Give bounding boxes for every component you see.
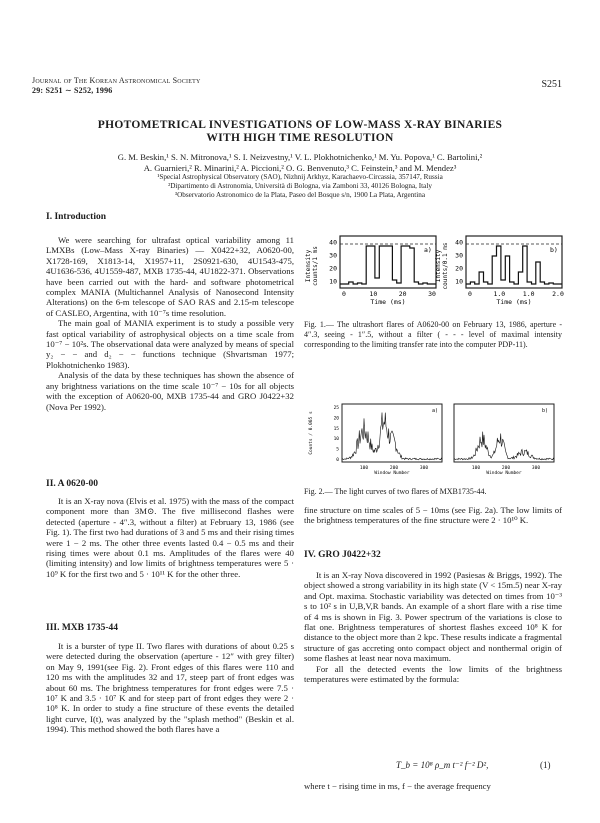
- fig2a-ytick: 5: [336, 447, 339, 453]
- mxb-paragraph-1: It is a burster of type II. Two flares with durations of about 0.25 s were detected during the observation (aperture - 12″ with grey filter) on May 9, 1991(see Fig. 2). Front edges of this flares were 110 and 120 ms with the amplitudes 32 and 17, steep part of front edges was about 60 ms. The brightness temperatures for front edges were 7.5 · 10⁷ K and 3.5 · 10⁷ K and for steep part of front edges they were 2 · 10⁸ K. In order to study a fine structure of these events the detailed light curve, I(t), was analyzed by the "splash method" (Beskin et al. 1994). This method showed the both flares have a: [46, 641, 294, 735]
- intro-body: [46, 235, 294, 412]
- figure-2-caption: [304, 487, 562, 497]
- mxb-body: [46, 641, 294, 735]
- intro-paragraph-2: The main goal of MANIA experiment is to study a possible very fast optical variability of astrophysical objects on a time scale from 10⁻⁷ − 10²s. The observational data were analyzed by means of special y₂ − − and d₂ − − functions technique (Shvartsman 1977; Plokhotnichenko 1983).: [46, 318, 294, 370]
- fig2a-ytick: 20: [333, 416, 339, 422]
- fig1b-ytick: 40: [455, 238, 463, 247]
- section-heading-gro: IV. GRO J0422+32: [304, 550, 381, 560]
- title-line-1: PHOTOMETRICAL INVESTIGATIONS OF LOW-MASS X-RAY BINARIES: [97, 119, 503, 131]
- gro-body: [304, 570, 562, 684]
- equation-1-number: (1): [540, 760, 551, 770]
- fig1a-xlabel: Time (ms): [370, 298, 406, 306]
- fig1a-light-curve: [340, 246, 436, 284]
- section-heading-a0620: II. A 0620-00: [46, 479, 98, 489]
- fig2a-ytick: 15: [333, 426, 339, 432]
- fig2a-ytick: 10: [333, 437, 339, 443]
- author-list: [30, 152, 570, 173]
- fig1b-xtick: 2.0: [552, 290, 564, 298]
- fig2b-xtick: 300: [531, 466, 541, 471]
- equation-1: T_b = 10⁸ ρ_m t⁻² f⁻² D²,: [396, 760, 489, 770]
- figure-1: [304, 226, 566, 308]
- fig2a-xtick: 200: [389, 466, 399, 471]
- fig1b-ytick: 20: [455, 264, 463, 273]
- mxb-paragraph-2: fine structure on time scales of 5 − 10ms (see Fig. 2a). The low limits of the brightness temperatures of the fine structure were 2 · 10¹⁰ K.: [304, 505, 562, 526]
- mxb-body-continued: [304, 505, 562, 526]
- fig1b-xtick: 1.0: [493, 290, 506, 298]
- a0620-body: [46, 496, 294, 579]
- fig1b-light-curve: [466, 246, 562, 284]
- fig1a-xtick: 30: [428, 290, 436, 298]
- fig2a-panel-label: a): [432, 408, 439, 414]
- affiliation-2: ²Dipartimento di Astronomia, Università di Bologna, via Zamboni 33, 40126 Bologna, Italy: [168, 182, 432, 190]
- fig2a-xtick: 100: [359, 466, 369, 471]
- fig2b-xtick: 200: [501, 466, 511, 471]
- fig2b-xtick: 100: [471, 466, 481, 471]
- fig1b-ytick: 10: [455, 277, 463, 286]
- journal-name: Journal of The Korean Astronomical Society: [32, 76, 201, 85]
- figure-1a: [305, 236, 436, 306]
- fig2b-frame: [454, 404, 554, 462]
- fig1a-ytick: 30: [329, 251, 337, 260]
- fig1a-xtick: 0: [342, 290, 346, 298]
- fig1a-ylabel-1: Intensity: [305, 249, 312, 283]
- fig2a-ytick: 25: [333, 406, 339, 412]
- gro-paragraph-2: For all the detected events the low limits of the brightness temperatures were estimated by the formula:: [304, 663, 562, 685]
- intro-paragraph-3: Analysis of the data by these techniques has shown the absence of any brightness variations on the time scale 10⁻⁷ − 10s for all objects with the exception of A0620-00, MXB 1735-44 and GRO J0422+32 (Nova Per 1992).: [46, 370, 294, 412]
- authors-line-2: A. Guarnieri,² R. Minarini,² A. Piccioni,² O. G. Benvenuto,³ C. Feinstein,³ and M. Mendez³: [143, 162, 457, 173]
- page-number: S251: [541, 79, 562, 90]
- fig1-caption-text: Fig. 1.— The ultrashort flares of A0620-00 on February 13, 1986, aperture - 4″.3, seeing - 1″.5, without a filter ( - - - level of maximal intensity corresponding to the limiting transfer rate into the computer PDP-11).: [304, 320, 562, 349]
- fig1a-ylabel-2: counts/1 ms: [312, 246, 319, 286]
- fig2b-panel-label: b): [542, 408, 549, 414]
- fig2a-frame: [342, 404, 442, 462]
- figure-1-caption: [304, 320, 562, 350]
- journal-volume: 29: S251 ∼ S252, 1996: [32, 86, 113, 95]
- gro-body-continued: [304, 781, 562, 791]
- authors-line-1: G. M. Beskin,¹ S. N. Mitronova,¹ S. I. Neizvestny,¹ V. L. Plokhotnichenko,¹ M. Yu. Popova,¹ C. Bartolini,²: [117, 152, 483, 162]
- fig2a-ytick: 0: [336, 457, 339, 463]
- figure-2b: [454, 404, 554, 476]
- fig1a-ytick: 10: [329, 277, 337, 286]
- fig1a-ytick: 40: [329, 238, 337, 247]
- fig2a-xlabel: Window Number: [374, 471, 410, 476]
- a0620-paragraph-1: It is an X-ray nova (Elvis et al. 1975) with the mass of the compact component more than 3M⊙. The five millisecond flashes were detected (aperture - 4″.3, without a filter) at February 13, 1986 (see Fig. 1). The first two had durations of 3 and 5 ms and their rising times were 1 − 2 ms. The other three events lasted 0.4 − 0.5 ms and their rising times were about 0.1 ms. Amplitudes of the flares were 40 (limiting intensity) and low limits of brightness temperatures were 5 · 10⁹ K for the first two and 5 · 10¹¹ K for the other three.: [46, 496, 294, 579]
- intro-paragraph-1: We were searching for ultrafast optical variability among 11 LMXBs (Low–Mass X-ray Binaries) — X0422+32, A0620-00, X1728-169, X1813-14, X1957+11, 2S0921-630, 4U1543-475, 4U1636-536, 4U1559-487, MXB 1735-44, 4U1822-371. Observations have been carried out with the hard- and software photometrical complex MANIA (Multichannel Analysis of Nanosecond Intensity Alterations) on the 6-m telescope of SAO RAS and 2.15-m telescope of CASLEO, Argentina, with 10⁻⁷s time resolution.: [46, 235, 294, 318]
- fig1a-xtick: 10: [369, 290, 378, 298]
- fig1b-ytick: 30: [455, 251, 463, 260]
- fig2a-ylabel: Counts / 0.005 s: [309, 411, 314, 455]
- figure-1b: [435, 236, 564, 306]
- fig2b-xlabel: Window Number: [486, 471, 522, 476]
- section-heading-intro: I. Introduction: [46, 212, 107, 222]
- fig1b-ylabel-2: counts/0.1 ms: [442, 242, 449, 290]
- gro-paragraph-1: It is an X-ray Nova discovered in 1992 (Pasiesas & Briggs, 1992). The object showed a strong variability in its high state (V < 15m.5) near X-ray and Opt. maxima. Stochastic variability was detected on times from 10⁻³ s to 10² s in U,B,V,R bands. An example of a short flare with a rise time of 4 ms is shown in Fig. 3. Power spectrum of the variations is close to flat one. Brightness temperatures of shortest flashes exceed 10⁸ K for distance to the object more than 2 kpc. These results indicate a fragmental structure of gas accreting onto compact object and nonthermal origin of some flashes at least near nova maximum.: [304, 570, 562, 664]
- figure-2a: [334, 404, 442, 476]
- fig2b-light-curve: [454, 432, 554, 460]
- fig2-caption-text: Fig. 2.— The light curves of two flares of MXB1735-44.: [304, 487, 487, 496]
- section-heading-mxb: III. MXB 1735-44: [46, 623, 119, 633]
- affiliation-3: ³Observatorio Astronomico de la Plata, Paseo del Bosque s/n, 1900 La Plata, Argentina: [174, 191, 426, 199]
- fig1b-ylabel-1: Intensity: [435, 249, 442, 283]
- journal-header: [32, 76, 200, 96]
- fig1a-ytick: 20: [329, 264, 337, 273]
- fig1b-xtick: 1.0: [522, 290, 535, 298]
- title-line-2: WITH HIGH TIME RESOLUTION: [206, 132, 394, 144]
- affiliation-1: ¹Special Astrophysical Observatory (SAO), Nizhnij Arkhyz, Karachaevo-Circassia, 357147, Russia: [157, 173, 443, 181]
- fig1b-xtick: 0: [468, 290, 472, 298]
- fig2a-light-curve: [342, 413, 442, 460]
- fig1a-panel-label: a): [424, 246, 432, 254]
- fig1b-xlabel: Time (ms): [496, 298, 532, 306]
- affiliations: [30, 173, 570, 200]
- fig1a-xtick: 20: [398, 290, 407, 298]
- fig1b-panel-label: b): [550, 246, 558, 254]
- paper-title: [40, 119, 560, 145]
- fig2a-xtick: 300: [419, 466, 429, 471]
- figure-2: [304, 398, 566, 478]
- gro-paragraph-3: where t − rising time in ms, f − the average frequency: [304, 781, 491, 791]
